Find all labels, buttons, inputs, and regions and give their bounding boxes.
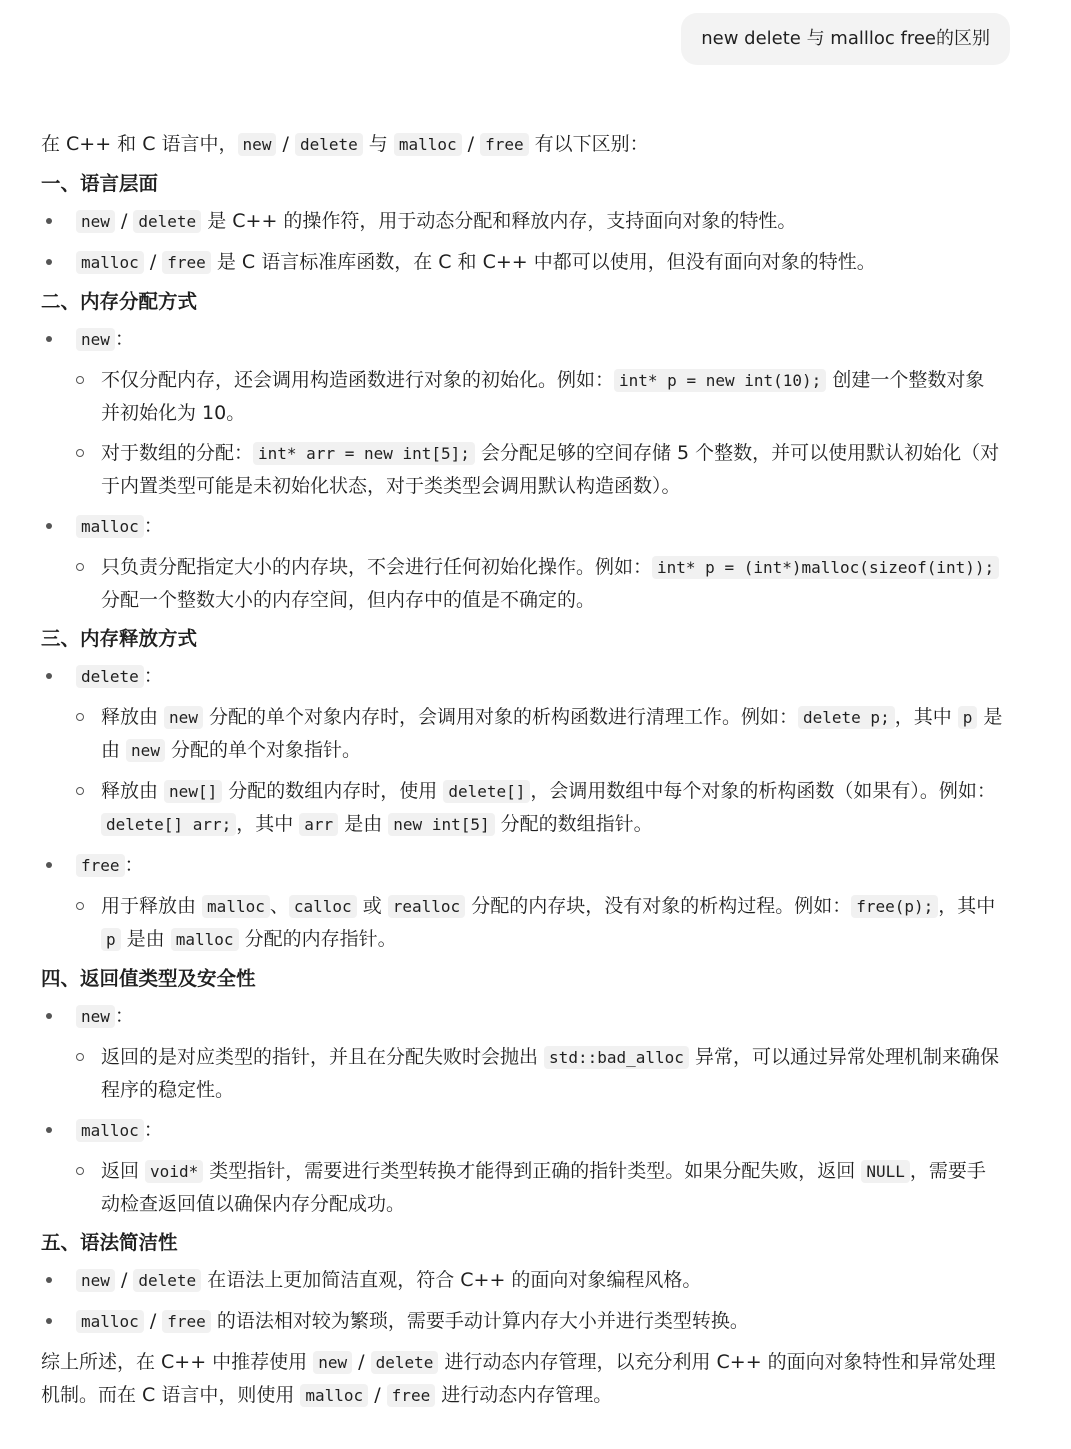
text-run: 的语法相对较为繁琐，需要手动计算内存大小并进行类型转换。	[210, 1310, 749, 1332]
inline-code: p	[958, 706, 978, 729]
inline-code: realloc	[388, 895, 465, 918]
text-run: 进行动态内存管理。	[435, 1384, 613, 1406]
inline-code: NULL	[861, 1160, 910, 1183]
sub-list-item	[76, 701, 1003, 767]
inline-code: delete	[133, 1269, 201, 1292]
text-run: 是由	[338, 813, 389, 835]
inline-code: delete	[76, 665, 144, 688]
inline-code: new	[313, 1351, 352, 1374]
sub-list-item	[76, 551, 1003, 616]
text-run: 创建一个整数对象并初始化为 10。	[101, 369, 985, 424]
sub-list-item	[76, 437, 1003, 502]
inline-code: new int[5]	[388, 813, 494, 836]
inline-code: free	[162, 1310, 211, 1333]
list-item	[41, 1305, 1003, 1338]
inline-code: delete p;	[798, 706, 895, 729]
inline-code: new	[76, 210, 115, 233]
text-run: ，其中	[236, 813, 300, 835]
text-run: /	[143, 1310, 163, 1332]
text-run: /	[276, 133, 295, 155]
text-run: 分配的内存块，没有对象的析构过程。例如：	[465, 895, 852, 917]
sub-list	[76, 364, 1003, 502]
sub-list-item	[76, 1041, 1003, 1106]
text-run: ：	[143, 1119, 163, 1141]
section-heading: 三、内存释放方式	[41, 627, 198, 650]
inline-code: delete[]	[443, 780, 530, 803]
text-run: ：	[143, 515, 163, 537]
inline-code: new	[164, 706, 203, 729]
text-run: 分配的单个对象指针。	[164, 739, 361, 761]
section-heading: 一、语言层面	[41, 172, 159, 195]
inline-code: free	[162, 251, 211, 274]
inline-code: std::bad_alloc	[544, 1046, 689, 1069]
text-run: ，其中	[894, 706, 958, 728]
text-run: ，会调用数组中每个对象的析构函数（如果有）。例如：	[530, 780, 996, 802]
text-run: 分配的单个对象内存时，会调用对象的析构函数进行清理工作。例如：	[202, 706, 798, 728]
text-run: 会分配足够的空间存储 5 个整数，并可以使用默认初始化（对于内置类型可能是未初始化状态，对于类类型会调用默认构造函数）。	[101, 442, 1000, 497]
sub-list-item	[76, 1155, 1003, 1220]
list-item	[41, 849, 1003, 956]
text-run: /	[143, 251, 163, 273]
text-run: /	[461, 133, 481, 155]
user-message-bubble: new delete 与 mallloc free的区别	[681, 13, 1010, 65]
section-heading: 四、返回值类型及安全性	[41, 967, 256, 990]
text-run: ：	[114, 328, 134, 350]
text-run: ：	[143, 665, 163, 687]
inline-code: malloc	[171, 928, 239, 951]
inline-code: void*	[145, 1160, 203, 1183]
bullet-list	[41, 660, 1003, 956]
sub-list-item	[76, 890, 1003, 956]
text-run: 分配的内存指针。	[238, 928, 397, 950]
text-run: 进行动态内存管理，以充分利用 C++ 的面向对象特性和异常处理机制。而在 C 语言中，则使用	[41, 1351, 996, 1406]
code-delete: delete	[295, 133, 363, 156]
text-run: 只负责分配指定大小的内存块，不会进行任何初始化操作。例如：	[101, 556, 653, 578]
inline-code: malloc	[300, 1384, 368, 1407]
text-run: 是由	[101, 706, 1003, 761]
inline-code: p	[101, 928, 121, 951]
list-item	[41, 205, 1003, 238]
code-new: new	[238, 133, 277, 156]
inline-code: new[]	[164, 780, 222, 803]
list-item	[41, 1114, 1003, 1220]
list-item	[41, 510, 1003, 616]
section-heading: 二、内存分配方式	[41, 290, 198, 313]
text-run: 是 C++ 的操作符，用于动态分配和释放内存，支持面向对象的特性。	[201, 210, 797, 232]
text-run: 返回	[101, 1160, 146, 1182]
assistant-response	[41, 128, 1003, 1420]
inline-code: malloc	[76, 1119, 144, 1142]
text-run: /	[114, 210, 134, 232]
inline-code: delete[] arr;	[101, 813, 236, 836]
inline-code: free(p);	[851, 895, 938, 918]
intro-paragraph	[41, 128, 1003, 161]
text-run: 释放由	[101, 780, 165, 802]
inline-code: malloc	[202, 895, 270, 918]
inline-code: int* p = (int*)malloc(sizeof(int));	[652, 556, 999, 579]
code-free: free	[480, 133, 529, 156]
text-run: 分配一个整数大小的内存空间，但内存中的值是不确定的。	[101, 589, 596, 611]
inline-code: int* p = new int(10);	[614, 369, 826, 392]
sub-list-item	[76, 364, 1003, 429]
inline-code: arr	[299, 813, 338, 836]
text-run: 有以下区别：	[528, 133, 649, 155]
text-run: ：	[124, 854, 144, 876]
text-run: 对于数组的分配：	[101, 442, 254, 464]
bullet-list	[41, 1264, 1003, 1338]
list-item	[41, 660, 1003, 841]
text-run: 用于释放由	[101, 895, 203, 917]
text-run: 是 C 语言标准库函数，在 C 和 C++ 中都可以使用，但没有面向对象的特性。	[210, 251, 876, 273]
text-run: 释放由	[101, 706, 165, 728]
text-run: 异常，可以通过异常处理机制来确保程序的稳定性。	[101, 1046, 999, 1101]
inline-code: delete	[371, 1351, 439, 1374]
text-run: 分配的数组内存时，使用	[222, 780, 444, 802]
inline-code: new	[126, 739, 165, 762]
bullet-list	[41, 205, 1003, 279]
text-run: /	[352, 1351, 371, 1373]
text-run: 分配的数组指针。	[494, 813, 653, 835]
text-run: /	[368, 1384, 387, 1406]
sub-list	[76, 1041, 1003, 1106]
inline-code: new	[76, 328, 115, 351]
sub-list-item	[76, 775, 1003, 841]
inline-code: new	[76, 1005, 115, 1028]
list-item	[41, 323, 1003, 502]
inline-code: free	[387, 1384, 436, 1407]
text-run: 不仅分配内存，还会调用构造函数进行对象的初始化。例如：	[101, 369, 615, 391]
inline-code: new	[76, 1269, 115, 1292]
bullet-list	[41, 1000, 1003, 1220]
text-run: ：	[114, 1005, 134, 1027]
bullet-list	[41, 323, 1003, 616]
text-run: 在语法上更加简洁直观，符合 C++ 的面向对象编程风格。	[201, 1269, 702, 1291]
text-run: 类型指针，需要进行类型转换才能得到正确的指针类型。如果分配失败，返回	[203, 1160, 862, 1182]
code-malloc: malloc	[394, 133, 462, 156]
summary-paragraph	[41, 1346, 1003, 1412]
text-run: 综上所述，在 C++ 中推荐使用	[41, 1351, 314, 1373]
inline-code: int* arr = new int[5];	[253, 442, 475, 465]
list-item	[41, 1000, 1003, 1106]
sub-list	[76, 1155, 1003, 1220]
text-run: 与	[362, 133, 394, 155]
inline-code: malloc	[76, 1310, 144, 1333]
sub-list	[76, 890, 1003, 956]
inline-code: malloc	[76, 515, 144, 538]
text-run: ，其中	[938, 895, 996, 917]
inline-code: delete	[133, 210, 201, 233]
sub-list	[76, 701, 1003, 841]
inline-code: calloc	[289, 895, 357, 918]
list-item	[41, 1264, 1003, 1297]
inline-code: malloc	[76, 251, 144, 274]
section-heading: 五、语法简洁性	[41, 1231, 178, 1254]
list-item	[41, 246, 1003, 279]
inline-code: free	[76, 854, 125, 877]
text-run: 返回的是对应类型的指针，并且在分配失败时会抛出	[101, 1046, 545, 1068]
text-run: ，需要手动检查返回值以确保内存分配成功。	[101, 1160, 986, 1215]
text-run: 或	[356, 895, 388, 917]
text-run: 是由	[120, 928, 171, 950]
text-run: /	[114, 1269, 134, 1291]
sub-list	[76, 551, 1003, 616]
text-run: 在 C++ 和 C 语言中，	[41, 133, 238, 155]
text-run: 、	[269, 895, 289, 917]
